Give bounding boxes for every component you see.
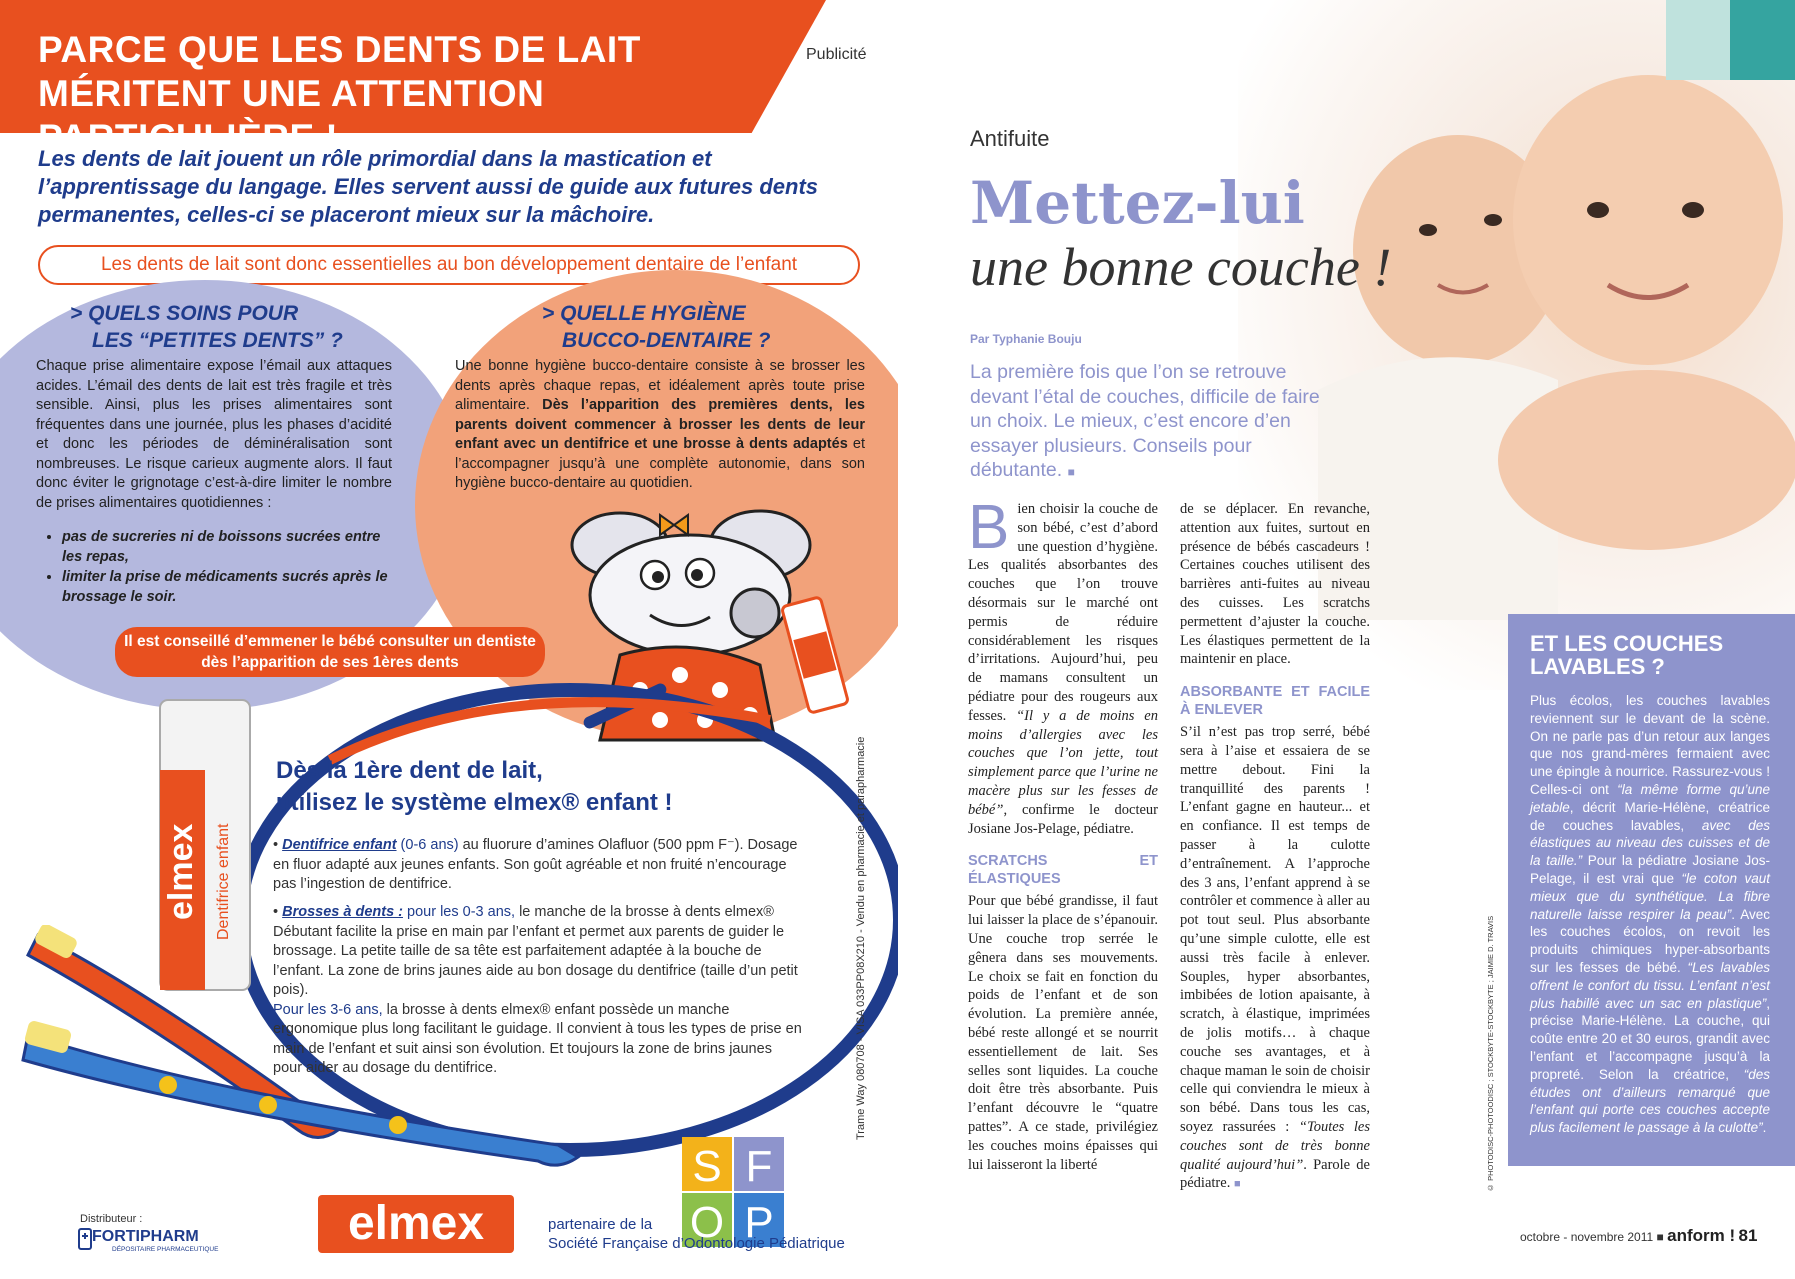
brosses-label: Brosses à dents : bbox=[282, 904, 403, 920]
col2-quote: “Toutes les couches sont de très bonne qualité aujourd’hui” bbox=[1180, 1118, 1371, 1173]
sidebar-text-part: Plus écolos, les couches lavables reviennent sur le devant de la scène. On ne parle pas d’un retour aux langes que nos grand-mères fermaient avec une épingle à nourrice. Rassurez-vous ! Celles-ci ont bbox=[1530, 693, 1770, 797]
col1-para1: ien choisir la couche de son bébé, c’est d’abord une question d’hygiène. Les qualités absorbantes des couches que l’on trouve désormais sur le marché ont permis de réduire considérablement les risques d’irritations. Aujourd’hui, peu de mamans consultent un pédiatre pour des rougeurs aux fesses. bbox=[968, 501, 1158, 724]
col2-para1: de se déplacer. En revanche, attention aux fuites, surtout en présence de bébés cascadeurs ! Certaines couches utilisent des barrières anti-fuites au niveau des cuisses. Les scratchs permettent d’ajuster la couche. Les élastiques permettent de la maintenir en place. bbox=[1180, 501, 1370, 668]
legal-vertical-note: Trame Way 080708 - VISA 033PP08X210 - Vendu en pharmacie et parapharmacie bbox=[855, 736, 867, 1140]
fortipharm-subtitle: DÉPOSITAIRE PHARMACEUTIQUE bbox=[112, 1246, 219, 1253]
tube-brand: elmex bbox=[162, 823, 200, 920]
magazine-name: anform ! bbox=[1667, 1226, 1736, 1245]
fortipharm-icon bbox=[78, 1228, 92, 1250]
callout-box: Les dents de lait sont donc essentielles au bon développement dentaire de l’enfant bbox=[38, 245, 860, 285]
soins-bullet: • pas de sucreries ni de boissons sucrées entre les repas, bbox=[62, 527, 402, 567]
end-square-icon: ■ bbox=[1067, 465, 1075, 479]
end-square-icon: ■ bbox=[1233, 1178, 1241, 1191]
page-folio bbox=[1520, 1226, 1757, 1246]
col2-para2-text: S’il n’est pas trop serré, bébé sera à l’aise et essaiera de se mettre debout. Fini la tranquillité des parents ! L’enfant gagne en hauteur... et en confiance. Il est temps de passer à la culotte d’entraînement. A l’approche des 3 ans, l’enfant apprend à se contrôler et commence à aller au pot tout seul. Plus absorbante qu’une simple culotte, elle est aussi très facile à enlever. Souples, hyper absorbantes, imbibées de lotion apaisante, à scratch, à élastique, imprimées de jolis motifs… à chaque couche ses avantages, et à chaque maman le soin de choisir celle qui conviendra le mieux à son bébé. Dans tous les cas, soyez rassurées : bbox=[1180, 724, 1370, 1135]
section-kicker: Antifuite bbox=[970, 126, 1050, 151]
sidebar-text-part: . bbox=[1762, 1120, 1767, 1136]
teal-corner-tab-light bbox=[1666, 0, 1730, 80]
sidebar-title: ET LES COUCHES LAVABLES ? bbox=[1530, 631, 1724, 679]
partner-line2: Société Française d’Odontologie Pédiatrique bbox=[548, 1235, 845, 1252]
sidebar-quote: “Les lavables offrent le confort du tissu. L’enfant n’est plus habillé avec un sac en plastique” bbox=[1530, 959, 1770, 1011]
hygiene-heading-line1: > QUELLE HYGIÈNE bbox=[542, 302, 746, 325]
sfop-partner-text bbox=[548, 1215, 845, 1253]
hygiene-body-end: et l’accompagner jusqu’à une complète autonomie, dans son hygiène bucco-dentaire au quotidien. bbox=[455, 436, 865, 491]
brosses-text-3-6: la brosse à dents elmex® enfant possède un manche ergonomique plus long facilitant le guidage. Il convient à tous les types de prise en main de l’enfant et suit ainsi son évolution. Et toujours la zone de brins jaunes pour aider au dosage du dentifrice. bbox=[273, 1001, 802, 1076]
sidebar-text bbox=[1530, 692, 1770, 1137]
fortipharm-logo: FORTIPHARM bbox=[92, 1228, 199, 1245]
folio-date: octobre - novembre 2011 bbox=[1520, 1230, 1654, 1244]
intro-text: Les dents de lait jouent un rôle primordial dans la mastication et l’apprentissage du langage. Elles servent aussi de guide aux futures dents permanentes, celles-ci se placeront mieux sur la mâchoire. bbox=[38, 146, 819, 227]
photo-credit: © PHOTODISC-PHOTOODISC ; STOCKBYTE-STOCKBYTE ; JAIMIE D. TRAVIS bbox=[1486, 915, 1495, 1192]
col2-para2 bbox=[1180, 723, 1370, 1194]
hygiene-body-bold: Dès l’apparition des premières dents, les parents doivent commencer à brosser les dents de leur enfant avec un dentifrice et une brosse à dents adaptés bbox=[455, 397, 865, 452]
headline-line1: Mettez-lui bbox=[970, 169, 1305, 237]
sfop-letter: P bbox=[744, 1198, 774, 1247]
dentifrice-text: au fluorure d’amines Olafluor (500 ppm F⁻). Dosage en fluor adapté aux jeunes enfants. Son goût agréable et non fruité n’encourage pas l’ingestion de dentifrice. bbox=[273, 837, 798, 892]
elmex-cta-heading bbox=[276, 755, 836, 819]
dentifrice-range: (0-6 ans) bbox=[396, 837, 459, 853]
page-number: 81 bbox=[1738, 1226, 1758, 1245]
dentifrice-label: Dentifrice enfant bbox=[282, 837, 397, 853]
dentist-advice-pill: Il est conseillé d’emmener le bébé consulter un dentiste dès l’apparition de ses 1ères dents bbox=[115, 627, 545, 677]
distributor-label: Distributeur : bbox=[80, 1213, 143, 1225]
col1-para2: Pour que bébé grandisse, il faut lui laisser la place de s’épanouir. Une couche trop serrée le gênera dans ses mouvements. Le choix se fait en fonction du poids de l’enfant et de son évolution. La première année, bébé reste allongé et se nourrit essentiellement de lait. Ses selles sont liquides. La couche doit être très absorbante. Puis l’enfant découvre le “quatre pattes”. A ce stade, privilégiez les couches moins épaisses qui lui laisseront la liberté bbox=[968, 893, 1158, 1173]
dentifrice-description: • Dentifrice enfant (0-6 ans) au fluorure d’amines Olafluor (500 ppm F⁻). Dosage en fluor adapté aux jeunes enfants. Son goût agréable et non fruité n’encourage pas l’ingestion de dentifrice. bbox=[273, 837, 798, 892]
elmex-logo: elmex bbox=[318, 1195, 514, 1253]
col2-para2-end: . Parole de pédiatre. bbox=[1180, 1156, 1370, 1192]
soins-heading bbox=[70, 300, 400, 354]
soins-heading-line2: LES “PETITES DENTS” ? bbox=[92, 329, 343, 352]
col1-quote: “Il y a de moins en moins d’allergies avec les couches que l’on jette, tout simplement parce que l’urine ne macère plus sur les fesses de bébé” bbox=[968, 707, 1158, 818]
soins-bullet: • limiter la prise de médicaments sucrés après le brossage le soir. bbox=[62, 567, 402, 607]
babies-photo-illustration bbox=[1318, 60, 1795, 620]
teal-corner-tab-dark bbox=[1730, 0, 1795, 80]
byline: Par Typhanie Bouju bbox=[970, 332, 1082, 346]
headline-line2: une bonne couche ! bbox=[970, 237, 1392, 297]
brosses-range-3-6: Pour les 3-6 ans, bbox=[273, 1001, 383, 1018]
sfop-letter: S bbox=[692, 1142, 722, 1191]
lede-text: La première fois que l’on se retrouve devant l’étal de couches, difficile de faire un choix. Le mieux, c’est encore d’en essayer plusieurs. Conseils pour débutante. bbox=[970, 361, 1320, 481]
article-column-2 bbox=[1180, 500, 1370, 1194]
cta-line2: utilisez le système elmex® enfant ! bbox=[276, 789, 673, 816]
hygiene-body bbox=[455, 357, 865, 494]
sidebar-text-part: , précise Marie-Hélène. La couche, qui coûte entre 20 et 30 euros, grandit avec l’enfant et l’accompagne jusqu’à la propreté. Selon la créatrice, bbox=[1530, 995, 1770, 1082]
brosses-text-0-3: le manche de la brosse à dents elmex® Débutant facilite la prise en main par l’enfant et permet aux parents de guider le brossage. La petite taille de sa tête est parfaitement adaptée à la bouche de l’enfant. La zone de brins jaunes aide au bon dosage du dentifrice (taille d’un petit pois). bbox=[273, 904, 798, 998]
banner-title: PARCE QUE LES DENTS DE LAIT MÉRITENT UNE ATTENTION PARTICULIÈRE ! bbox=[38, 29, 641, 158]
sidebar-text-part: , décrit Marie-Hélène, créatrice de couches lavables, bbox=[1530, 799, 1770, 833]
drop-cap: B bbox=[968, 493, 1010, 562]
sidebar-quote: avec des élastiques au niveau des cuisses et de la taille.” bbox=[1530, 817, 1770, 869]
soins-heading-line1: > QUELS SOINS POUR bbox=[70, 302, 299, 325]
article-column-1 bbox=[968, 493, 1158, 1174]
hygiene-heading-line2: BUCCO-DENTAIRE ? bbox=[562, 329, 771, 352]
cta-line1: Dès la 1ère dent de lait, bbox=[276, 757, 543, 784]
sidebar-text-part: Pour la pédiatre Josiane Jos-Pelage, il est vrai que bbox=[1530, 853, 1770, 886]
brosses-range-0-3: pour les 0-3 ans, bbox=[403, 904, 516, 920]
brosses-description: • Brosses à dents : pour les 0-3 ans, le manche de la brosse à dents elmex® Débutant facilite la prise en main par l’enfant et permet aux parents de guider le brossage. La petite taille de sa tête est parfaitement adaptée à la bouche de l’enfant. La zone de brins jaunes aide au bon dosage du dentifrice (taille d’un petit pois). Pour les 3-6 ans, la brosse à dents elmex® enfant possède un manche ergonomique plus long facilitant le guidage. Il convient à tous les types de prise en main de l’enfant et suit ainsi son évolution. Et toujours la zone de brins jaunes pour aider au dosage du dentifrice. bbox=[273, 904, 802, 1076]
subheading-absorbante: ABSORBANTE ET FACILE À ENLEVER bbox=[1180, 684, 1370, 719]
folio-square-icon: ■ bbox=[1656, 1230, 1664, 1244]
soins-bullet-list bbox=[44, 527, 402, 607]
partner-line1: partenaire de la bbox=[548, 1216, 653, 1233]
article-lede bbox=[970, 360, 1320, 485]
sidebar-quote: “la même forme qu’une jetable bbox=[1530, 781, 1771, 815]
col1-para1-end: , confirme le docteur Josiane Jos-Pelage, pédiatre. bbox=[968, 801, 1158, 837]
sidebar-text-part: . Avec les couches écolos, on revoit les produits chimiques hyper-absorbants sur les fesses de bébé. bbox=[1530, 906, 1770, 975]
right-page-article bbox=[898, 0, 1795, 1279]
soins-body: Chaque prise alimentaire expose l’émail aux attaques acides. L’émail des dents de lait est très fragile et très sensible. Ainsi, plus les prises alimentaires sont fréquentes dans une journée, plus les phases d’acidité et donc les périodes de déminéralisation sont nombreuses. Le risque carieux augmente alors. Il faut donc éviter le grignotage c’est-à-dire limiter le nombre de prises alimentaires quotidiennes : bbox=[36, 358, 392, 511]
publicite-label: Publicité bbox=[806, 46, 867, 63]
hygiene-body-start: Une bonne hygiène bucco-dentaire consiste à se brosser les dents après chaque repas, et idéalement après toute prise alimentaire. bbox=[455, 358, 865, 413]
tube-label: Dentifrice enfant bbox=[215, 823, 232, 940]
subheading-scratchs: SCRATCHS ET ÉLASTIQUES bbox=[968, 853, 1158, 888]
hygiene-heading bbox=[542, 300, 842, 354]
sidebar-quote: “des études ont d’ailleurs remarqué que l’enfant qui porte ces couches accepte plus facilement le passage à la culotte” bbox=[1530, 1066, 1770, 1136]
sidebar-quote: “le coton vaut mieux que du synthétique. La fibre naturelle laisse respirer la peau” bbox=[1530, 870, 1771, 922]
sfop-letter: O bbox=[689, 1198, 725, 1247]
sfop-letter: F bbox=[745, 1142, 773, 1191]
